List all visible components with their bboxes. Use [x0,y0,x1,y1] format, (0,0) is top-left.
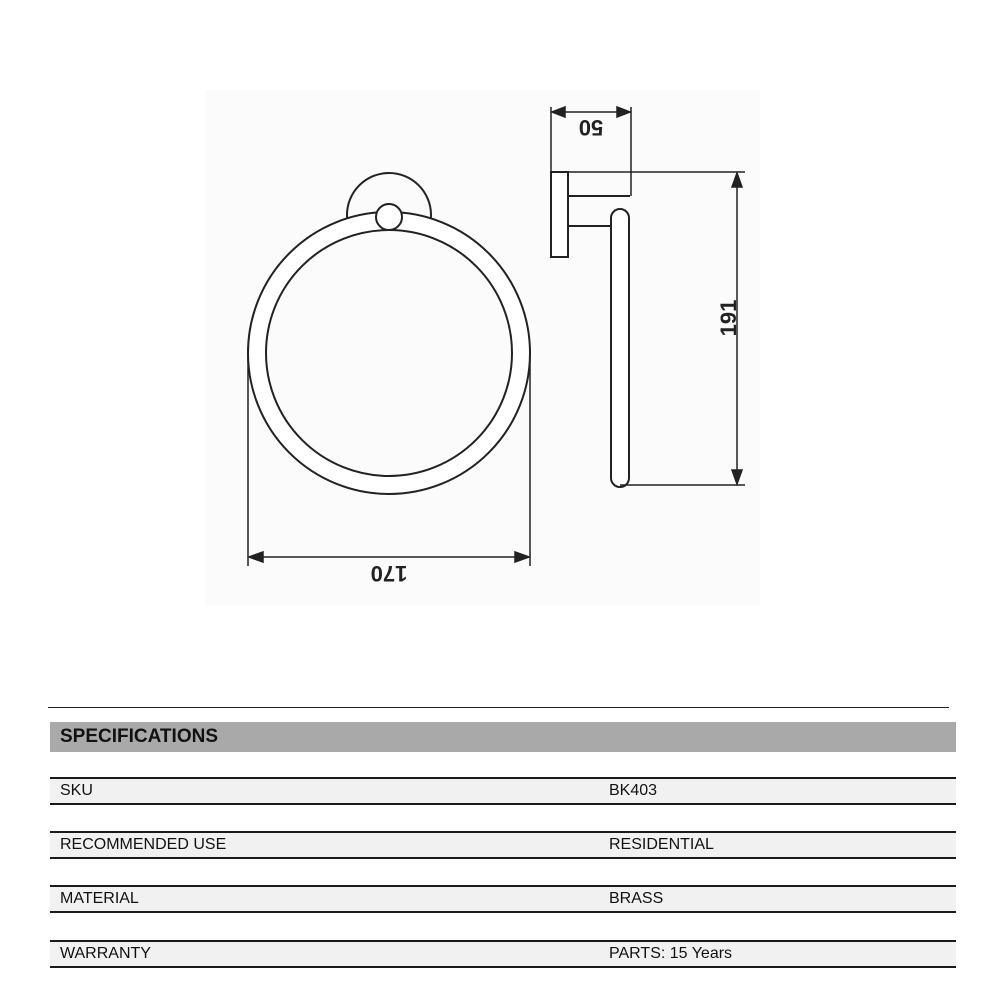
spec-row-sku [50,777,956,805]
spec-value: BRASS [609,890,664,907]
depth-dimension-label: 50 [578,115,604,140]
spec-value: BK403 [609,782,658,799]
spec-row-material [50,885,956,913]
spec-row-warranty [50,940,956,968]
front-view [248,173,530,494]
height-dimension-label: 191 [716,299,741,337]
specifications-title: SPECIFICATIONS [60,726,218,747]
spec-row-recommended-use [50,831,956,859]
specifications-header [50,722,956,752]
side-ring-arm [611,209,629,487]
width-dimension-label: 170 [370,561,408,586]
side-wall-plate [551,172,568,257]
spec-value: RESIDENTIAL [609,836,714,853]
ring-inner [266,230,512,476]
spec-label: RECOMMENDED USE [60,836,227,853]
section-divider [48,707,949,708]
spec-label: MATERIAL [60,890,139,907]
spec-label: WARRANTY [60,945,151,962]
side-view [551,172,630,487]
spec-value: PARTS: 15 Years [609,945,733,962]
spec-label: SKU [60,782,93,799]
ring-mount-knob [376,204,402,230]
